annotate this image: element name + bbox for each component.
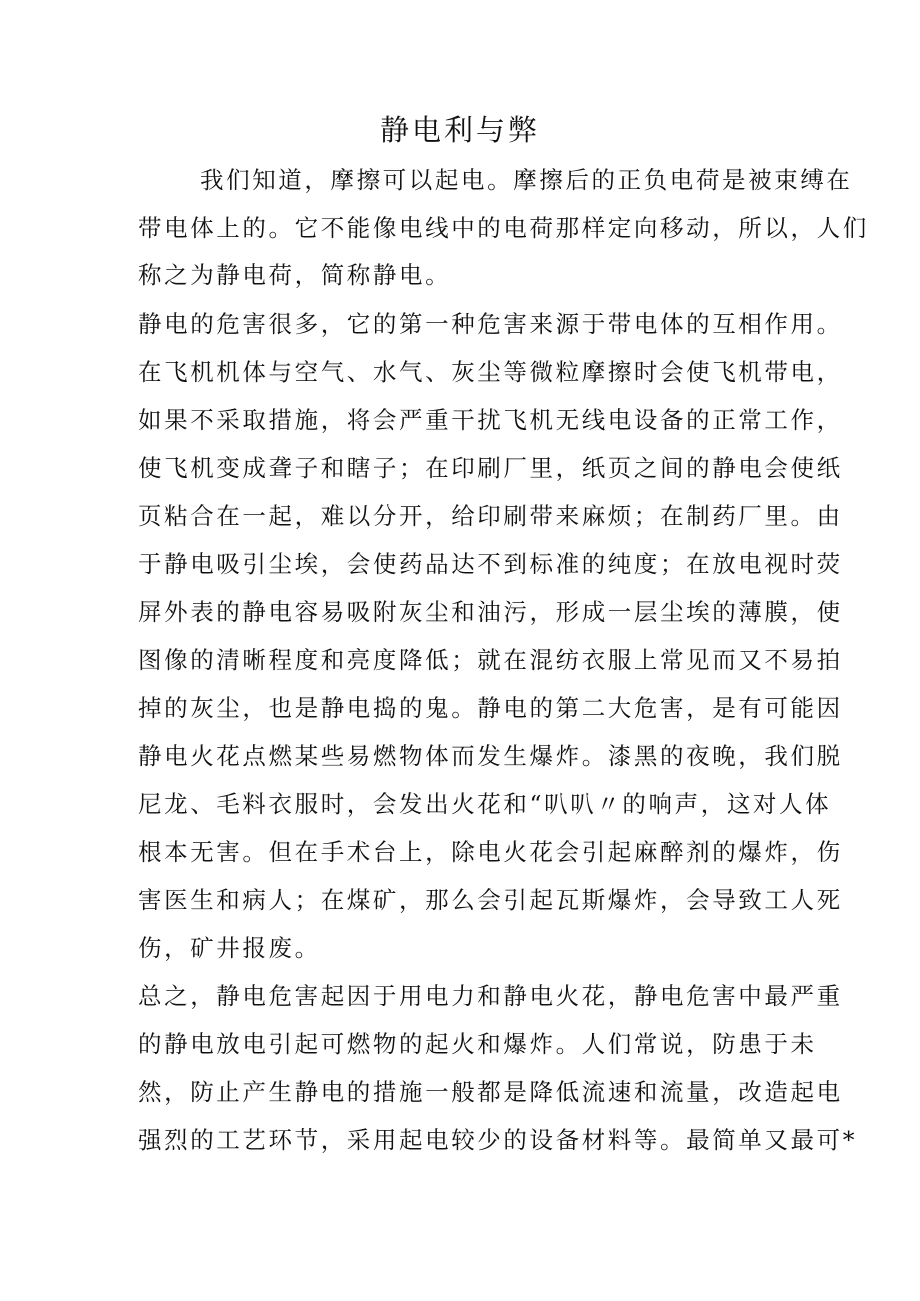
paragraph-line: 伤，矿井报废。: [138, 934, 321, 962]
paragraph-line: 尼龙、毛料衣服时，会发出火花和“叭叭〃的响声，这对人体: [138, 790, 832, 818]
paragraph-line: 的静电放电引起可燃物的起火和爆炸。人们常说，防患于未: [138, 1030, 817, 1058]
paragraph-line: 总之，静电危害起因于用电力和静电火花，静电危害中最严重: [138, 982, 843, 1010]
paragraph-line: 根本无害。但在手术台上，除电火花会引起麻醉剂的爆炸，伤: [138, 838, 843, 866]
paragraph-line: 强烈的工艺环节，采用起电较少的设备材料等。最简单又最可*: [138, 1126, 858, 1154]
paragraph-line: 带电体上的。它不能像电线中的电荷那样定向移动，所以，人们: [138, 214, 869, 242]
document-title: 静电利与弊: [379, 113, 540, 147]
paragraph-line: 我们知道，摩擦可以起电。摩擦后的正负电荷是被束缚在: [200, 166, 853, 194]
paragraph-line: 称之为静电荷，简称静电。: [138, 261, 452, 289]
paragraph-line: 静电火花点燃某些易燃物体而发生爆炸。漆黑的夜晚，我们脱: [138, 742, 843, 770]
paragraph-line: 然，防止产生静电的措施一般都是降低流速和流量，改造起电: [138, 1078, 843, 1106]
paragraph-line: 图像的清晰程度和亮度降低；就在混纺衣服上常见而又不易拍: [138, 646, 843, 674]
paragraph-line: 静电的危害很多，它的第一种危害来源于带电体的互相作用。: [138, 310, 843, 338]
paragraph-line: 如果不采取措施，将会严重干扰飞机无线电设备的正常工作，: [138, 406, 843, 434]
paragraph-line: 使飞机变成聋子和瞎子；在印刷厂里，纸页之间的静电会使纸: [138, 454, 843, 482]
paragraph-line: 害医生和病人；在煤矿，那么会引起瓦斯爆炸，会导致工人死: [138, 886, 843, 914]
paragraph-line: 在飞机机体与空气、水气、灰尘等微粒摩擦时会使飞机带电，: [138, 358, 843, 386]
paragraph-line: 页粘合在一起，难以分开，给印刷带来麻烦；在制药厂里。由: [138, 502, 843, 530]
paragraph-line: 掉的灰尘，也是静电捣的鬼。静电的第二大危害，是有可能因: [138, 694, 843, 722]
paragraph-line: 于静电吸引尘埃，会使药品达不到标准的纯度；在放电视时荧: [138, 550, 843, 578]
paragraph-line: 屏外表的静电容易吸附灰尘和油污，形成一层尘埃的薄膜，使: [138, 598, 843, 626]
